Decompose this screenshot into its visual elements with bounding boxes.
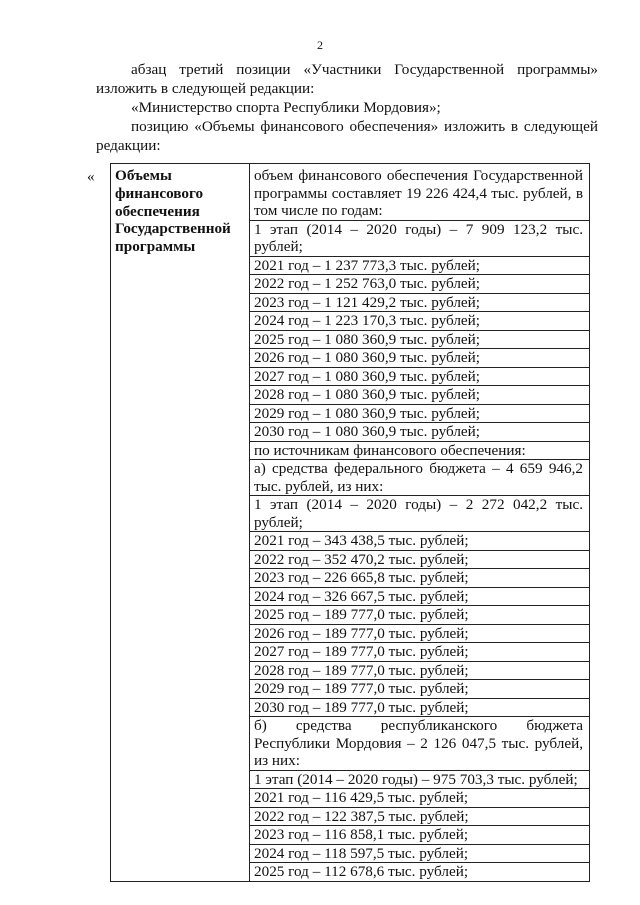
position-title-line: финансового [115, 184, 204, 202]
year-line: 2024 год – 1 223 170,3 тыс. рублей; [250, 312, 589, 331]
position-title-line: Государственной [115, 220, 231, 238]
year-line: 2023 год – 116 858,1 тыс. рублей; [250, 826, 589, 845]
year-line: 2029 год – 1 080 360,9 тыс. рублей; [250, 405, 589, 424]
year-line: 2028 год – 189 777,0 тыс. рублей; [250, 662, 589, 681]
year-line: 2025 год – 112 678,6 тыс. рублей; [254, 863, 469, 880]
year-line: 2024 год – 326 667,5 тыс. рублей; [250, 588, 589, 607]
opening-quote-mark: « [87, 168, 95, 185]
year-line: 2025 год – 189 777,0 тыс. рублей; [250, 606, 589, 625]
year-line: 2021 год – 116 429,5 тыс. рублей; [250, 789, 589, 808]
year-line: 2028 год – 1 080 360,9 тыс. рублей; [250, 386, 589, 405]
year-line: 2029 год – 189 777,0 тыс. рублей; [250, 680, 589, 699]
year-line: 2027 год – 1 080 360,9 тыс. рублей; [250, 368, 589, 387]
position-title-cell [111, 164, 250, 882]
stage-line: 1 этап (2014 – 2020 годы) – 2 272 042,2 тыс. рублей; [250, 496, 589, 532]
position-title-line: обеспечения [115, 202, 200, 220]
federal-budget-line: а) средства федерального бюджета – 4 659 946,2 тыс. рублей, из них: [250, 460, 589, 496]
position-title-line: Объемы [115, 167, 172, 184]
intro-paragraph-funding: позицию «Объемы финансового обеспечения» изложить в следующей редакции: [96, 118, 598, 154]
year-line: 2024 год – 118 597,5 тыс. рублей; [250, 845, 589, 864]
year-line: 2022 год – 1 252 763,0 тыс. рублей; [250, 275, 589, 294]
stage-line: 1 этап (2014 – 2020 годы) – 975 703,3 тыс. рублей; [250, 771, 589, 790]
funding-table [110, 163, 590, 882]
year-line: 2030 год – 1 080 360,9 тыс. рублей; [250, 423, 589, 442]
intro-paragraph-ministry: «Министерство спорта Республики Мордовия»; [131, 99, 441, 116]
year-line: 2023 год – 1 121 429,2 тыс. рублей; [250, 294, 589, 313]
year-line: 2021 год – 343 438,5 тыс. рублей; [250, 532, 589, 551]
intro-text [96, 60, 598, 155]
intro-paragraph-participants: абзац третий позиции «Участники Государственной программы» изложить в следующей редакции: [96, 61, 598, 97]
stage-line: 1 этап (2014 – 2020 годы) – 7 909 123,2 тыс. рублей; [250, 221, 589, 257]
year-line: 2026 год – 1 080 360,9 тыс. рублей; [250, 349, 589, 368]
funding-total-line: объем финансового обеспечения Государственной программы составляет 19 226 424,4 тыс. рублей, в том числе по годам: [250, 167, 589, 221]
position-title [115, 167, 246, 256]
table-row [111, 164, 590, 882]
sources-heading-line: по источникам финансового обеспечения: [250, 442, 589, 461]
funding-details-cell [250, 164, 590, 882]
year-line: 2030 год – 189 777,0 тыс. рублей; [250, 699, 589, 718]
year-line: 2027 год – 189 777,0 тыс. рублей; [250, 643, 589, 662]
year-line: 2021 год – 1 237 773,3 тыс. рублей; [250, 257, 589, 276]
year-line: 2022 год – 352 470,2 тыс. рублей; [250, 551, 589, 570]
year-line: 2026 год – 189 777,0 тыс. рублей; [250, 625, 589, 644]
republican-budget-line: б) средства республиканского бюджета Республики Мордовия – 2 126 047,5 тыс. рублей, из них: [250, 717, 589, 771]
position-title-line: программы [115, 238, 196, 256]
year-line: 2022 год – 122 387,5 тыс. рублей; [250, 808, 589, 827]
page-number: 2 [317, 38, 323, 52]
year-line: 2023 год – 226 665,8 тыс. рублей; [250, 569, 589, 588]
year-line: 2025 год – 1 080 360,9 тыс. рублей; [250, 331, 589, 350]
